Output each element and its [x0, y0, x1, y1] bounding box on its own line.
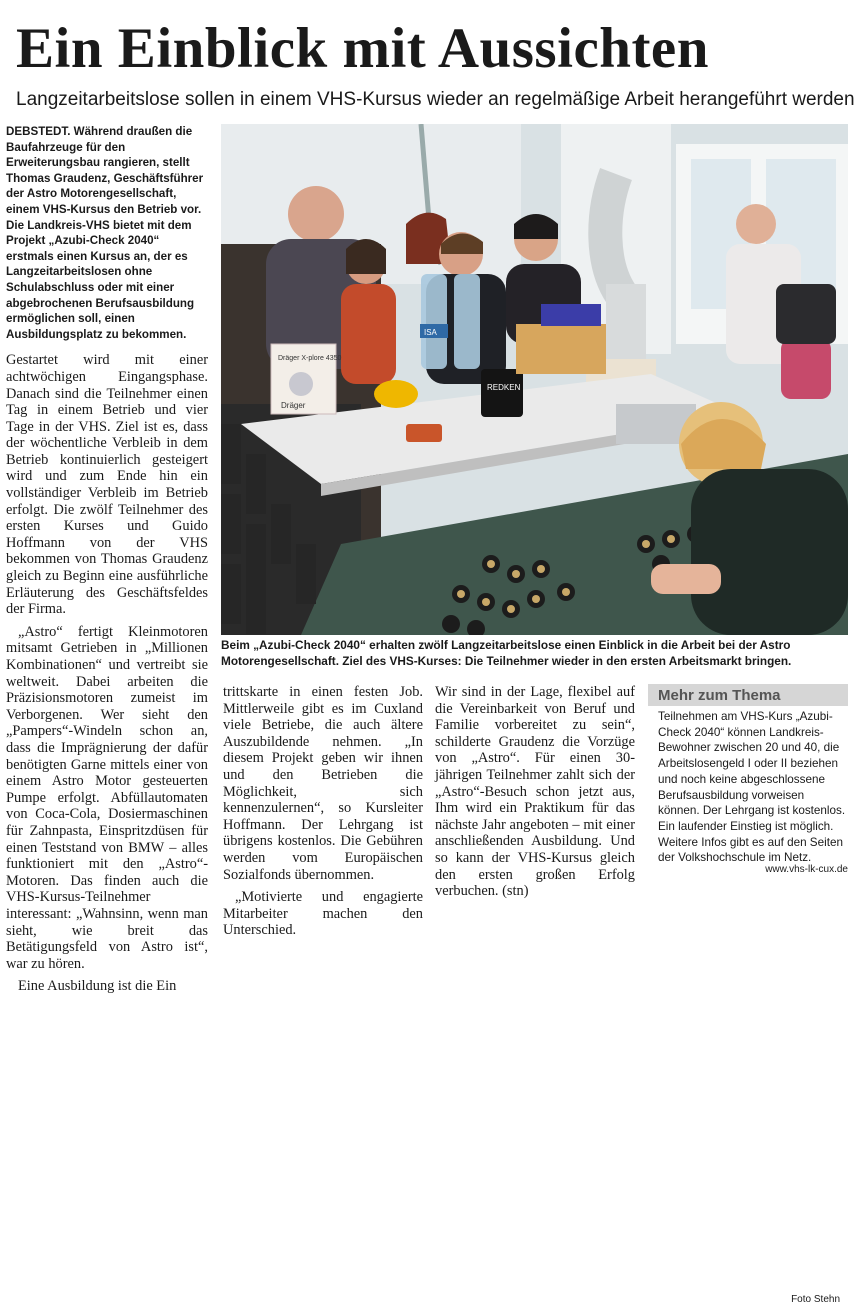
box-logo: Dräger [281, 401, 306, 410]
info-box-url[interactable]: www.vhs-lk-cux.de [765, 864, 848, 875]
info-box [648, 684, 848, 864]
headline: Ein Einblick mit Aussichten [16, 17, 709, 80]
article-paragraph-2-text: „Astro“ fertigt Kleinmotoren mitsamt Getrieben in „Millionen Kombinationen“ und vertreibt sie weltweit. Dabei arbeiten die Präzisionsmotoren zumeist im Verborgenen. Wer sieht den „Pampers“-Windeln schon an, dass die Imprägnierung der dafür benötigten Garne mittels einer von einem Astro Motor gesteuerten Pumpe erfolgt. Abfüllautomaten von Coca-Cola, Dosiermaschinen für Zahnpasta, Einspritzdüsen für einen Teststand von BMW – alles funktioniert mit den „Astro“-Motoren. Das finden auch die VHS-Kursus-Teilnehmer interessant: „Wahnsinn, wenn man sieht, wie breit das Betätigungsfeld von Astro ist“, war zu hören. [6, 623, 208, 972]
photo-caption-text: Beim „Azubi-Check 2040“ erhalten zwölf Langzeitarbeitslose einen Einblick in die Arbeit bei der Astro Motorengesellschaft. Ziel des VHS-Kurses: Die Teilnehmer wieder in den ersten Arbeitsmarkt bringen. [221, 638, 792, 668]
info-box-title: Mehr zum Thema [648, 684, 848, 706]
mug-label: REDKEN [487, 383, 521, 392]
article-column-2 [223, 684, 423, 945]
box-label: Dräger X-plore 4350 [278, 355, 342, 362]
article-paragraph-3-start: Eine Ausbildung ist die Ein [18, 978, 177, 995]
article-photo [221, 124, 848, 635]
photo-illustration [221, 124, 848, 635]
article-paragraph-4-start: „Motivierte und engagierte Mitarbeiter machen den Unterschied. [223, 889, 423, 939]
bottle-label: ISA [424, 328, 437, 337]
info-box-body: Teilnehmen am VHS-Kurs „Azubi-Check 2040“ können Landkreis-Bewohner zwischen 20 und 40, die Arbeitslosengeld I oder II beziehen und noch keine abgeschlossene Berufsausbildung vorweisen können. Der Lehrgang ist kostenlos. Ein laufender Einstieg ist möglich. Weitere Infos gibt es auf den Seiten der Volkshochschule im Netz. [658, 710, 846, 865]
article-column-1 [6, 124, 208, 1001]
subheadline: Langzeitarbeitslose sollen in einem VHS-Kursus wieder an regelmäßige Arbeit herangeführt werden [16, 89, 855, 110]
article-paragraph-1: Gestartet wird mit einer achtwöchigen Eingangsphase. Danach sind die Teilnehmer einen Tag in einem Betrieb und vier Tage in der VHS. Ziel ist es, dass der wöchentliche Verbleib in dem Betrieb kontinuierlich gesteigert wird und zum Ende hin ein vollständiger Verbleib im Betrieb erfolgt. Die zwölf Teilnehmer des ersten Kurses und Guido Hoffmann von der VHS bekommen von Thomas Graudenz gleich zu Beginn eine ausführliche Erläuterung des Geschäftsfeldes der Firma. [6, 352, 208, 618]
article-column-3 [435, 684, 635, 906]
article-paragraph-2 [6, 624, 208, 972]
photo-credit: Foto Stehn [791, 1294, 840, 1305]
article-paragraph-4-cont: Wir sind in der Lage, flexibel auf die Vereinbarkeit von Beruf und Familie vorbereitet zu sein“, schilderte Graudenz die Vorzüge von „Astro“. Für einen 30-jährigen Teilnehmer zahlt sich der „Astro“-Besuch schon jetzt aus, Ihm wird ein Praktikum für das nächste Jahr angeboten – mit einer anschließenden Ausbildung. Und so kann der VHS-Kursus gleich den ersten großen Erfolg verbuchen. (stn) [435, 684, 635, 900]
article-paragraph-3-cont: trittskarte in einen festen Job. Mittlerweile gibt es im Cuxland viele Betriebe, die auch ältere Auszubildende nehmen. „In diesem Projekt geben wir ihnen und den Betrieben die Möglichkeit, sich kennenzulernen“, so Kursleiter Hoffmann. Der Lehrgang ist übrigens kostenlos. Die Gebühren werden vom Europäischen Sozialfonds übernommen. [223, 684, 423, 883]
article-lead: DEBSTEDT. Während draußen die Baufahrzeuge für den Erweiterungsbau rangieren, stellt Thomas Graudenz, Geschäftsführer der Astro Motorengesellschaft, einem VHS-Kursus den Betrieb vor. Die Landkreis-VHS bietet mit dem Projekt „Azubi-Check 2040“ erstmals einen Kursus an, der es Langzeitarbeitslosen ohne Schulabschluss oder mit einer abgebrochenen Berufsausbildung ermöglichen soll, einen Ausbildungsplatz zu bekommen. [6, 125, 204, 341]
